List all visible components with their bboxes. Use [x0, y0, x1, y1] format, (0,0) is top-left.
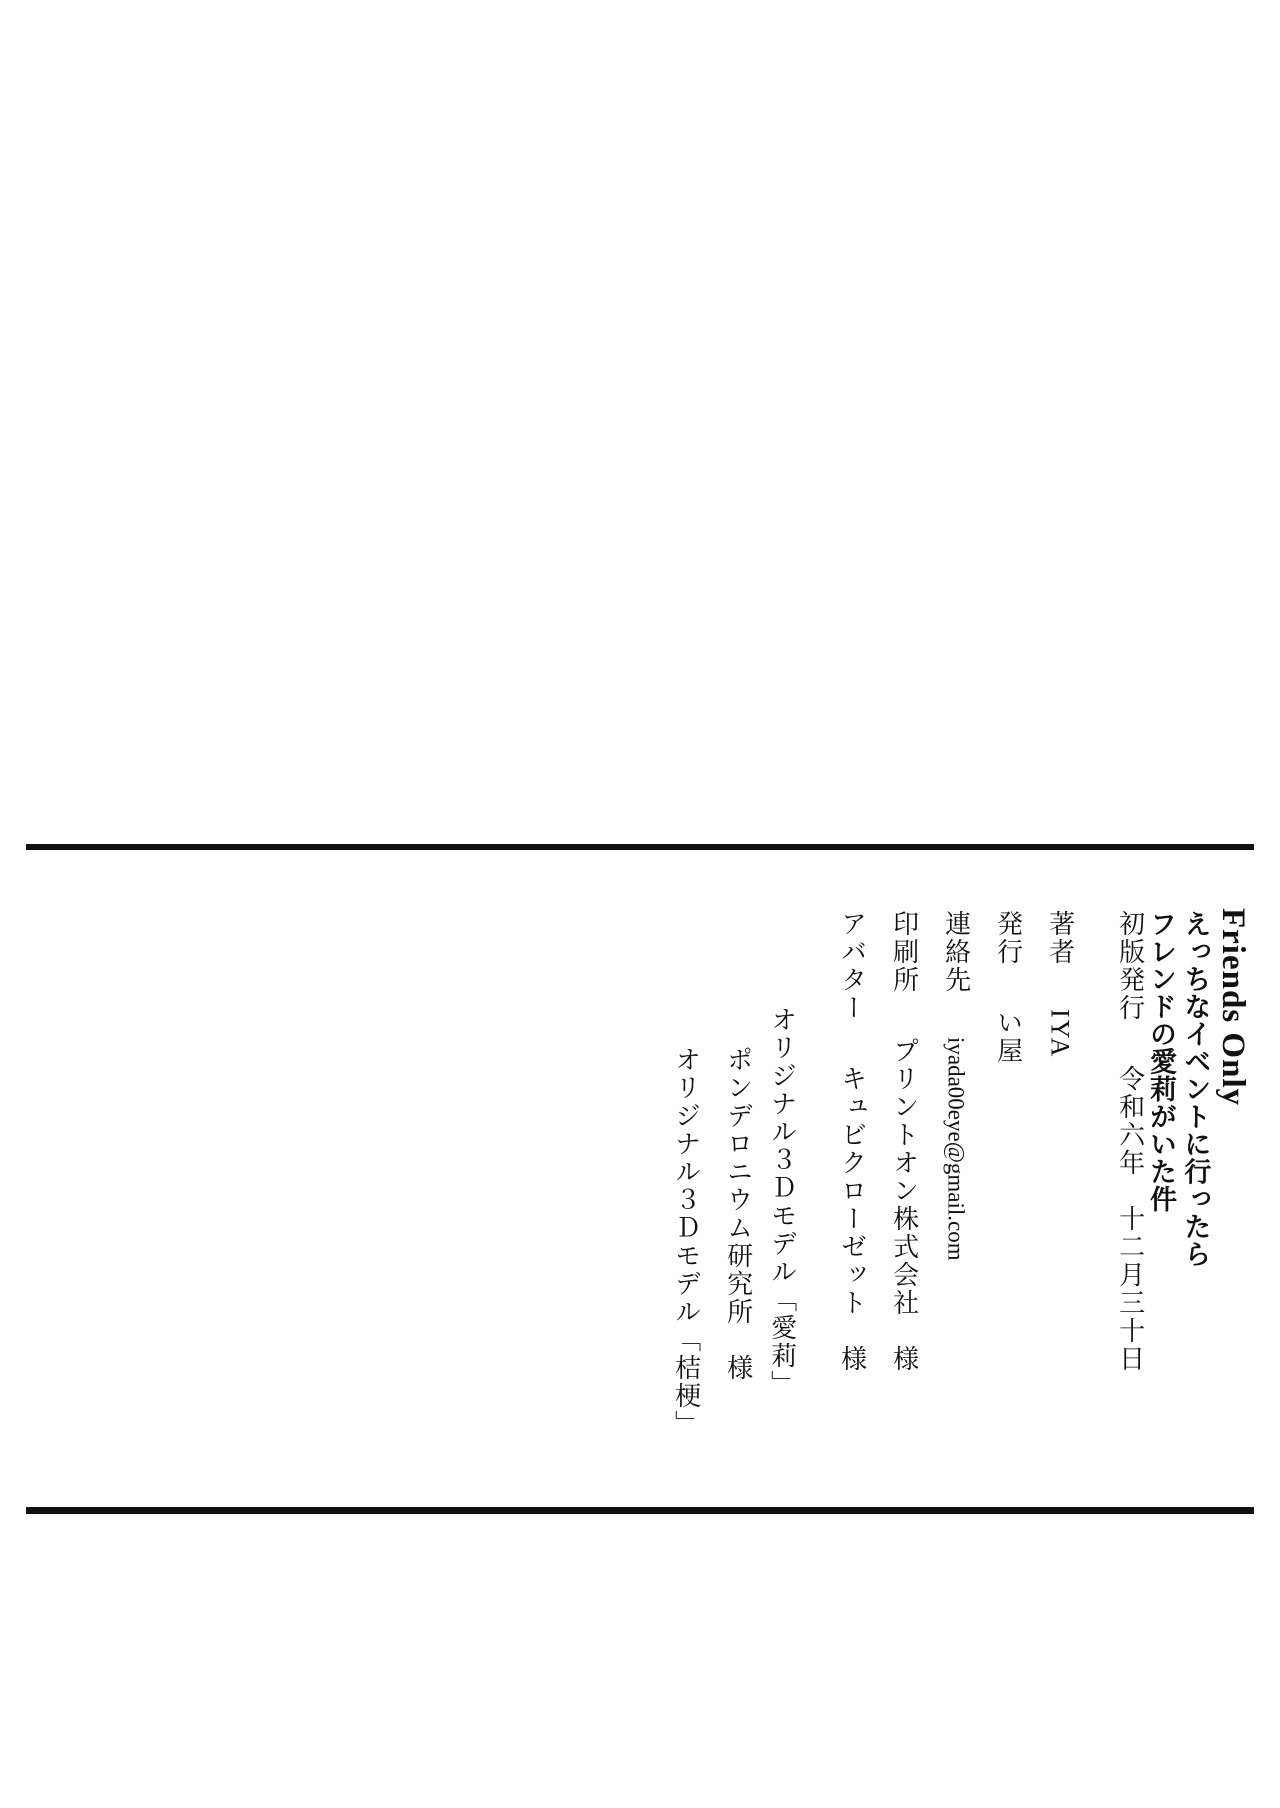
publisher-label: 発行	[993, 910, 1023, 966]
publisher-value: い屋	[993, 1009, 1023, 1065]
document-title: Friends Only	[1215, 908, 1251, 1107]
printer-line	[891, 886, 917, 1373]
publication-date-line	[1117, 886, 1143, 1373]
publisher-line	[995, 886, 1021, 1065]
printer-label: 印刷所	[889, 910, 919, 994]
document-subtitle-line1: えっちなイベントに行ったら	[1180, 910, 1211, 1268]
author-line	[1047, 886, 1073, 1058]
avatar-credit-value-2: ポンデロニウム研究所 様	[723, 1046, 753, 1382]
avatar-credit-value: キュビクローゼット 様	[837, 1065, 867, 1373]
contact-line	[943, 886, 969, 1261]
avatar-model-name-2: オリジナル３Ｄモデル「桔梗」	[671, 1046, 701, 1438]
publication-date-value: 令和六年 十二月三十日	[1115, 1065, 1145, 1373]
avatar-model-name-1: オリジナル３Ｄモデル「愛莉」	[767, 1006, 797, 1398]
avatar-credit-detail-2	[673, 886, 699, 1438]
author-label: 著者	[1045, 910, 1075, 966]
title-group	[1147, 886, 1250, 1268]
publication-date-label: 初版発行	[1115, 910, 1145, 1022]
avatar-credit-label: アバター	[837, 910, 867, 1022]
avatar-credit-detail-1	[769, 886, 795, 1398]
avatar-credit-line-1	[839, 886, 865, 1373]
document-subtitle-line2: フレンドの愛莉がいた件	[1146, 910, 1177, 1213]
printer-value: プリントオン株式会社 様	[889, 1037, 919, 1373]
contact-label: 連絡先	[941, 910, 971, 994]
author-value: IYA	[1045, 1009, 1075, 1059]
avatar-credit-line-2	[725, 886, 751, 1382]
divider-top	[26, 844, 1254, 850]
contact-email[interactable]: iyada00eye@gmail.com	[943, 1037, 969, 1261]
colophon-block	[0, 886, 1280, 1486]
divider-bottom	[26, 1507, 1254, 1514]
